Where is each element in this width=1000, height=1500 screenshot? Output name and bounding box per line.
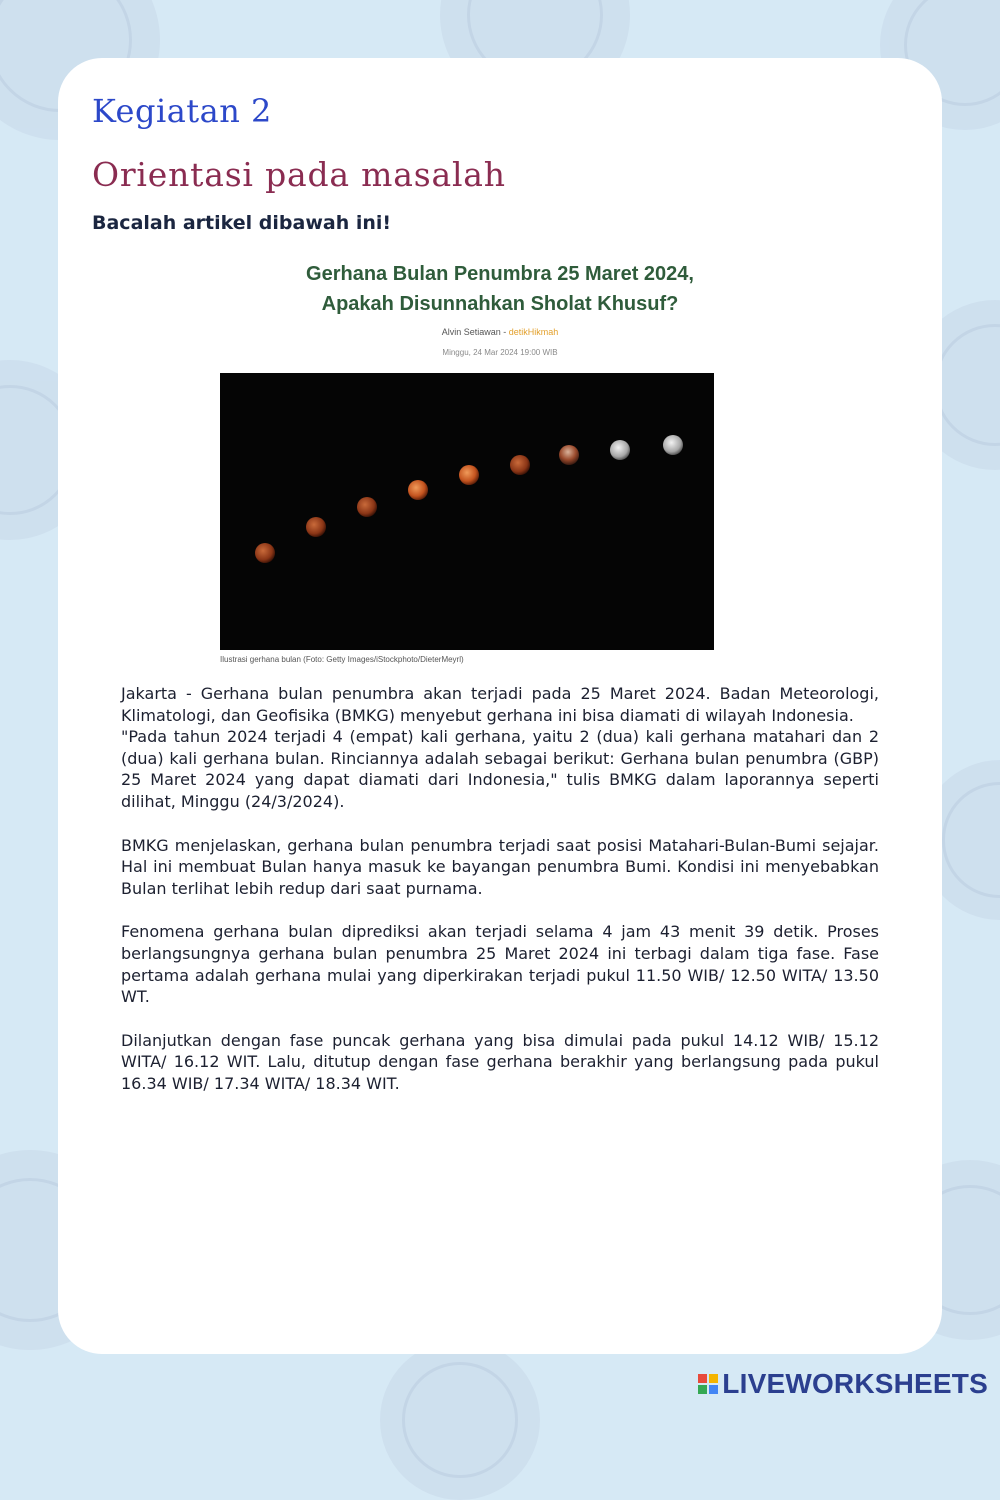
- article-paragraph: Fenomena gerhana bulan diprediksi akan terjadi selama 4 jam 43 menit 39 detik. Proses berlangsungnya gerhana bulan penumbra 25 Maret 2024 ini terbagi dalam tiga fase. Fase pertama adalah gerhana mulai yang diperkirakan terjadi pukul 11.50 WIB/ 12.50 WITA/ 13.50 WT.: [121, 922, 879, 1007]
- logo-square: [698, 1374, 707, 1383]
- moon-phase: [306, 517, 326, 537]
- liveworksheets-logo[interactable]: [698, 1368, 988, 1400]
- logo-icon: [698, 1374, 718, 1394]
- moon-phase: [510, 455, 530, 475]
- eclipse-photo: [220, 373, 714, 650]
- article-paragraph: BMKG menjelaskan, gerhana bulan penumbra terjadi saat posisi Matahari-Bulan-Bumi sejajar. Hal ini membuat Bulan hanya masuk ke bayangan penumbra Bumi. Kondisi ini menyebabkan Bulan terlihat lebih redup dari saat purnama.: [121, 835, 879, 898]
- moon-phase: [663, 435, 683, 455]
- logo-square: [698, 1385, 707, 1394]
- moon-phase: [408, 480, 428, 500]
- moon-phase: [459, 465, 479, 485]
- activity-title: Kegiatan 2: [92, 92, 272, 130]
- article-byline: [300, 327, 700, 337]
- logo-square: [709, 1374, 718, 1383]
- article-paragraph: "Pada tahun 2024 terjadi 4 (empat) kali gerhana, yaitu 2 (dua) kali gerhana matahari dan 2 (dua) kali gerhana bulan. Rinciannya adalah sebagai berikut: Gerhana bulan penumbra (GBP) 25 Maret 2024 yang dapat diamati dari Indonesia," tulis BMKG dalam laporannya seperti dilihat, Minggu (24/3/2024).: [121, 727, 879, 811]
- brand-name: LIVEWORKSHEETS: [722, 1368, 988, 1399]
- logo-square: [709, 1385, 718, 1394]
- moon-phase: [559, 445, 579, 465]
- moon-phase: [610, 440, 630, 460]
- source-name: detikHikmah: [508, 327, 559, 337]
- headline-line: Apakah Disunnahkan Sholat Khusuf?: [321, 293, 679, 315]
- article-body: [121, 683, 879, 1117]
- article-paragraph: Jakarta - Gerhana bulan penumbra akan terjadi pada 25 Maret 2024. Badan Meteorologi, Klimatologi, dan Geofisika (BMKG) menyebut gerhana ini bisa diamati di wilayah Indonesia.: [121, 684, 879, 725]
- moon-phase: [357, 497, 377, 517]
- section-title: Orientasi pada masalah: [92, 155, 506, 194]
- instruction-text: Bacalah artikel dibawah ini!: [92, 212, 392, 234]
- article-headline: [190, 259, 810, 319]
- seal-decoration: [380, 1340, 540, 1500]
- moon-phase: [255, 543, 275, 563]
- photo-caption: Ilustrasi gerhana bulan (Foto: Getty Images/iStockphoto/DieterMeyrl): [220, 655, 464, 664]
- article-paragraph: Dilanjutkan dengan fase puncak gerhana yang bisa dimulai pada pukul 14.12 WIB/ 15.12 WITA/ 16.12 WIT. Lalu, ditutup dengan fase gerhana berakhir yang berlangsung pada pukul 16.34 WIB/ 17.34 WITA/ 18.34 WIT.: [121, 1030, 879, 1093]
- headline-line: Gerhana Bulan Penumbra 25 Maret 2024,: [306, 263, 694, 285]
- article-date: Minggu, 24 Mar 2024 19:00 WIB: [442, 348, 558, 357]
- author-name: Alvin Setiawan -: [441, 327, 509, 337]
